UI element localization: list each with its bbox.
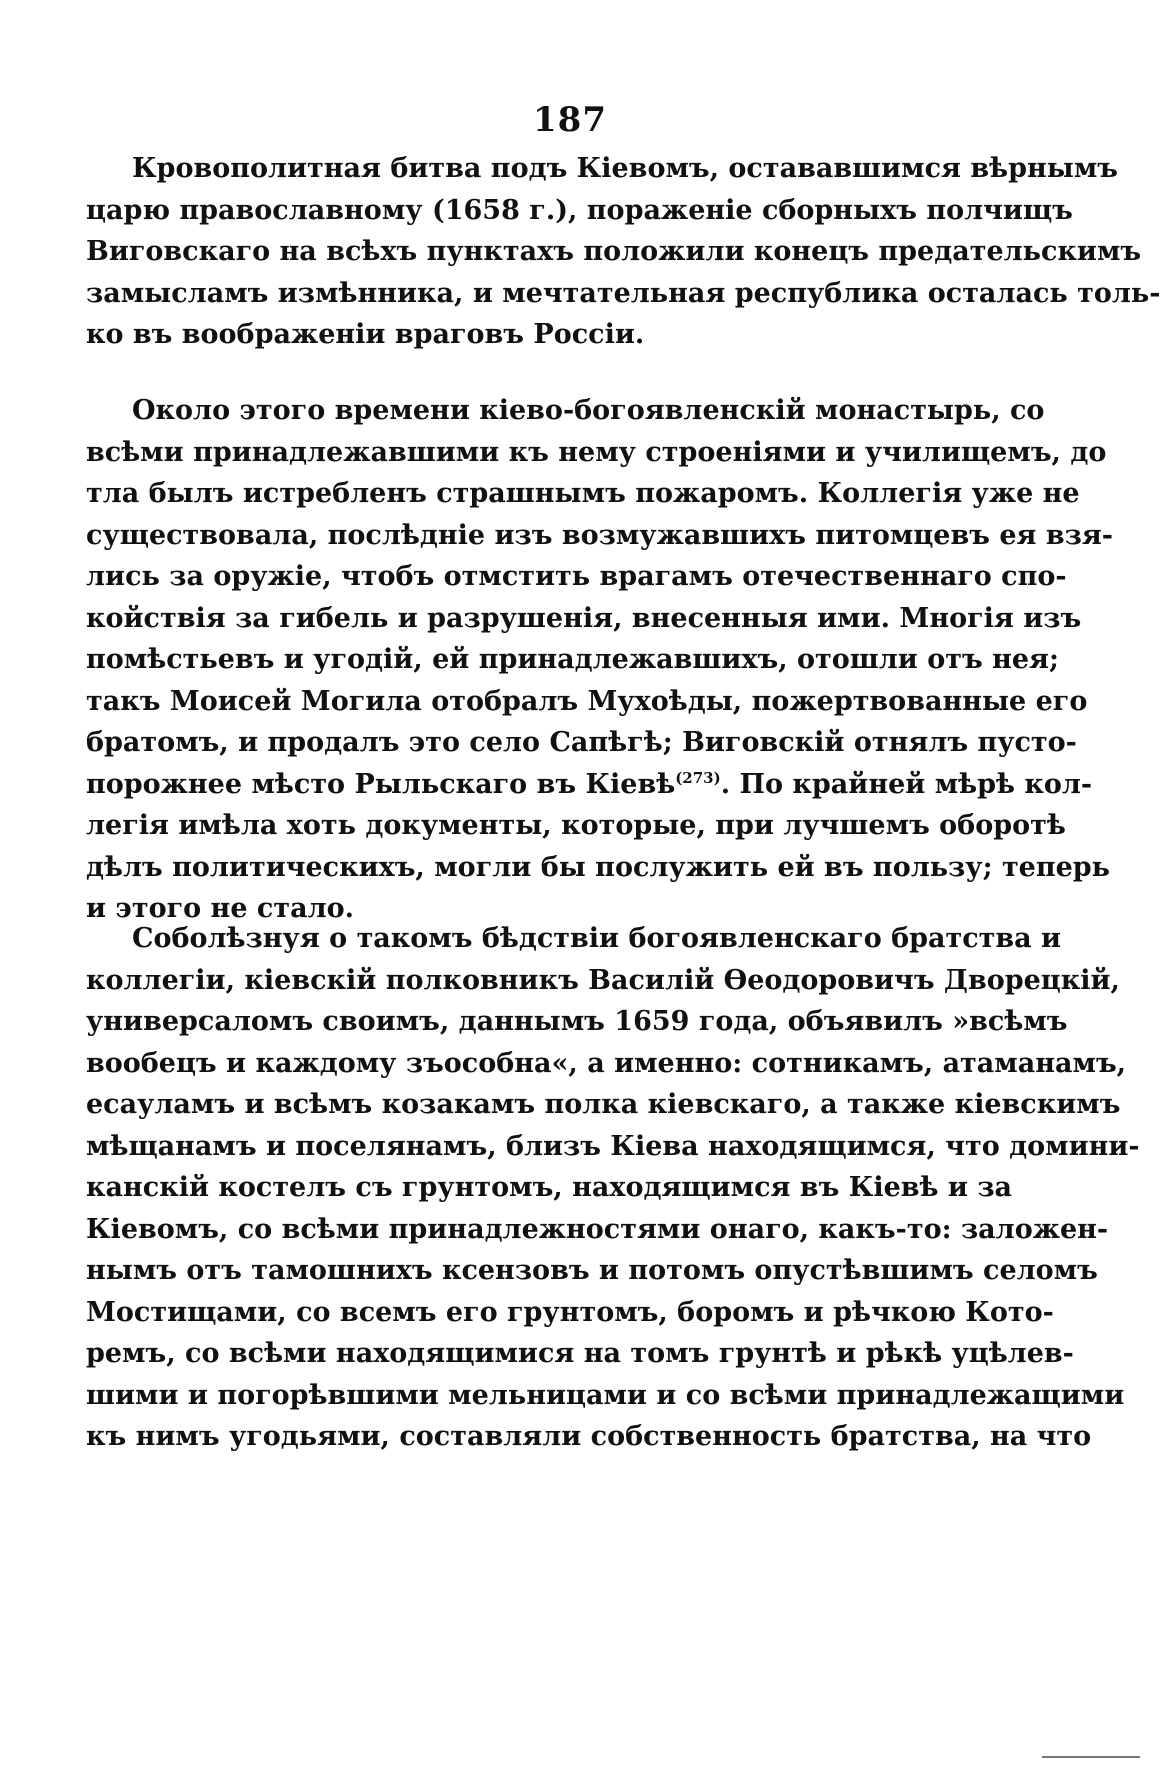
text-line: лись за оружіе, чтобъ отмстить врагамъ отечественнаго спо-	[86, 561, 1067, 592]
text-line: Мостищами, со всемъ его грунтомъ, боромъ и рѣчкою Кото-	[86, 1296, 1054, 1328]
scan-edge-line	[1042, 1756, 1140, 1758]
text-line: есауламъ и всѣмъ козакамъ полка кіевскаго, а также кіевскимъ	[86, 1089, 1121, 1120]
page-number: 187	[533, 100, 607, 140]
text-line: мѣщанамъ и поселянамъ, близъ Кіева находящимся, что домини-	[86, 1130, 1140, 1162]
text-line: легія имѣла хоть документы, которые, при лучшемъ оборотѣ	[86, 810, 1066, 841]
paragraph-3	[86, 918, 1140, 1458]
text-line: и этого не стало.	[86, 893, 355, 924]
text-line: такъ Моисей Могила отобралъ Мухоѣды, пожертвованные его	[86, 685, 1088, 717]
text-line: замысламъ измѣнника, и мечтательная республика осталась толь-	[86, 277, 1160, 309]
text-line: царю православному (1658 г.), пораженіе сборныхъ полчищъ	[86, 194, 1073, 226]
text-line: всѣми принадлежавшими къ нему строеніями и училищемъ, до	[86, 436, 1107, 468]
text-line: Около этого времени кіево-богоявленскій монастырь, со	[132, 395, 1045, 426]
text-line: братомъ, и продалъ это село Сапѣгѣ; Виговскій отнялъ пусто-	[86, 727, 1077, 758]
text-line: вообецъ и каждому зъособна«, а именно: сотникамъ, атаманамъ,	[86, 1047, 1127, 1079]
paragraph-2	[86, 390, 1113, 930]
text-line: нымъ отъ тамошнихъ ксензовъ и потомъ опустѣвшимъ селомъ	[86, 1255, 1098, 1286]
text-line: помѣстьевъ и угодій, ей принадлежавшихъ, отошли отъ нея;	[86, 644, 1059, 675]
text-line: шими и погорѣвшими мельницами и со всѣми принадлежащими	[86, 1379, 1125, 1411]
text-line: существовала, послѣдніе изъ возмужавшихъ питомцевъ ея взя-	[86, 519, 1113, 551]
text-line: тла былъ истребленъ страшнымъ пожаромъ. Коллегія уже не	[86, 478, 1080, 509]
text-line: къ нимъ угодьями, составляли собственность братства, на что	[86, 1421, 1092, 1452]
text-line-with-footnote	[86, 764, 1093, 806]
text-line-tail: . По крайней мѣрѣ кол-	[720, 768, 1093, 800]
text-line: канскій костелъ съ грунтомъ, находящимся въ Кіевѣ и за	[86, 1172, 1013, 1203]
text-line: коллегіи, кіевскій полковникъ Василій Ѳеодоровичъ Дворецкій,	[86, 964, 1120, 996]
text-line: Виговскаго на всѣхъ пунктахъ положили конецъ предательскимъ	[86, 236, 1142, 267]
text-line: универсаломъ своимъ, даннымъ 1659 года, объявилъ »всѣмъ	[86, 1006, 1068, 1037]
text-line-head: порожнее мѣсто Рыльскаго въ Кіевѣ	[86, 768, 676, 800]
text-line: Кіевомъ, со всѣми принадлежностями онаго, какъ-то: заложен-	[86, 1213, 1109, 1245]
footnote-reference: (273)	[675, 768, 721, 787]
text-line: ко въ воображеніи враговъ Россіи.	[86, 319, 645, 350]
text-line: дѣлъ политическихъ, могли бы послужить ей въ пользу; теперь	[86, 851, 1110, 883]
text-line: Кровополитная битва подъ Кіевомъ, остававшимся вѣрнымъ	[132, 153, 1119, 184]
text-line: ремъ, со всѣми находящимися на томъ грунтѣ и рѣкѣ уцѣлев-	[86, 1338, 1074, 1369]
text-line: Соболѣзнуя о такомъ бѣдствіи богоявленскаго братства и	[132, 923, 1062, 954]
paragraph-1	[86, 148, 1160, 356]
text-line: койствія за гибель и разрушенія, внесенныя ими. Многія изъ	[86, 602, 1082, 634]
